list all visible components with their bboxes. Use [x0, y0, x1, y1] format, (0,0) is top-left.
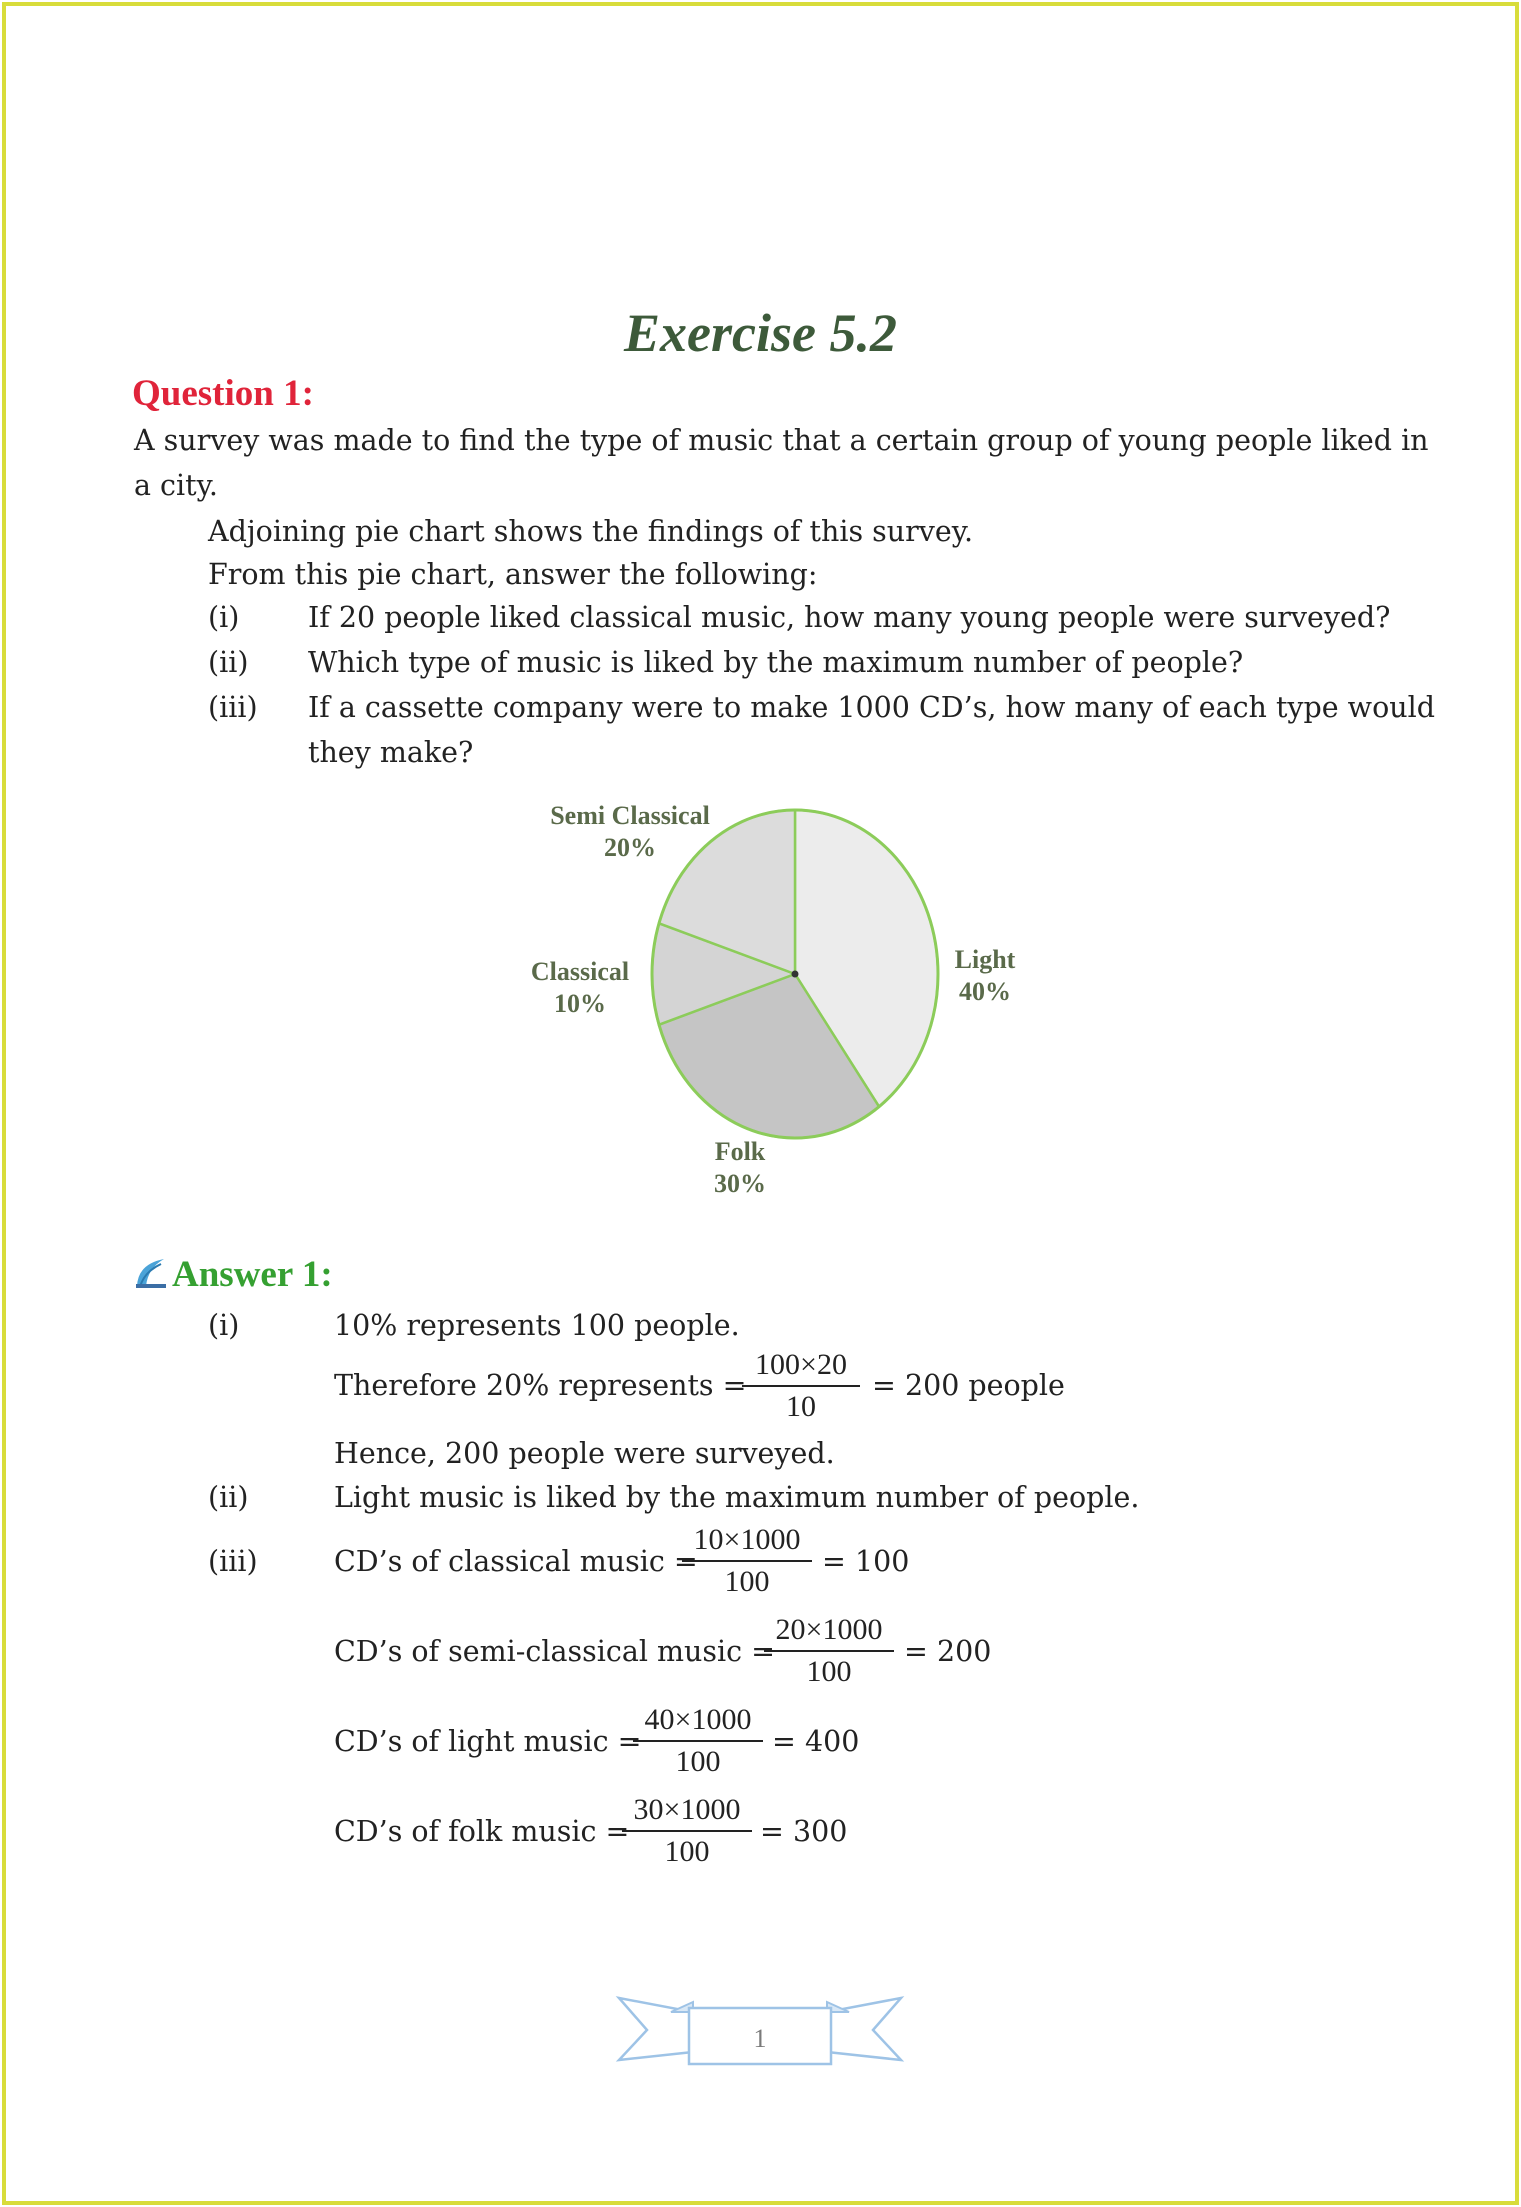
pie-label-light	[930, 944, 1040, 1008]
part-label-iii: (iii)	[208, 691, 258, 724]
part-text-i: If 20 people liked classical music, how many young people were surveyed?	[308, 601, 1391, 634]
pie-center-dot	[792, 971, 799, 978]
cd-light-fraction	[633, 1700, 763, 1782]
cd-classical-den: 100	[724, 1565, 770, 1598]
answer-label-iii: (iii)	[208, 1545, 258, 1578]
pie-label-classical-name: Classical	[530, 957, 630, 986]
cd-semi-classical-result: = 200	[904, 1635, 992, 1668]
answer-label-i: (i)	[208, 1309, 240, 1342]
pie-label-semi-classical	[530, 800, 730, 864]
pie-label-light-name: Light	[954, 945, 1016, 974]
part-label-i: (i)	[208, 601, 240, 634]
cd-folk-prefix: CD’s of folk music =	[334, 1815, 630, 1848]
part-text-ii: Which type of music is liked by the maximum number of people?	[308, 646, 1244, 679]
cd-folk-num: 30×1000	[633, 1793, 741, 1826]
answer-i-frac-num: 100×20	[755, 1348, 847, 1381]
answer-label-ii: (ii)	[208, 1481, 249, 1514]
cd-classical-fraction	[682, 1520, 812, 1602]
question-line3: Adjoining pie chart shows the findings of this survey.	[208, 515, 974, 548]
page-number: 1	[753, 2024, 767, 2053]
cd-classical-result: = 100	[822, 1545, 910, 1578]
pie-label-folk-name: Folk	[714, 1137, 766, 1166]
cd-folk-fraction	[622, 1790, 752, 1872]
exercise-title: Exercise 5.2	[624, 303, 897, 363]
pie-label-semi-classical-pct: 20%	[604, 833, 656, 862]
answer-i-frac-den: 10	[786, 1390, 816, 1423]
question-line4: From this pie chart, answer the following:	[208, 558, 818, 591]
answer-i-fraction	[742, 1345, 860, 1427]
pie-label-classical	[510, 956, 650, 1020]
pie-label-folk-pct: 30%	[714, 1169, 766, 1198]
question-intro-line1: A survey was made to find the type of music that a certain group of young people liked in	[134, 424, 1429, 457]
question-heading: Question 1:	[132, 373, 314, 414]
answer-logo-icon	[134, 1256, 168, 1290]
answer-i-line2-suffix: = 200 people	[872, 1369, 1065, 1402]
part-text-iii: If a cassette company were to make 1000 CD’s, how many of each type would	[308, 691, 1435, 724]
part-label-ii: (ii)	[208, 646, 249, 679]
cd-light-result: = 400	[772, 1725, 860, 1758]
cd-semi-classical-prefix: CD’s of semi-classical music =	[334, 1635, 776, 1668]
cd-light-den: 100	[675, 1745, 721, 1778]
cd-light-num: 40×1000	[644, 1703, 752, 1736]
part-text-iii-cont: they make?	[308, 736, 474, 769]
pie-label-light-pct: 40%	[959, 977, 1011, 1006]
pie-label-folk	[690, 1136, 790, 1200]
pie-label-semi-classical-name: Semi Classical	[550, 801, 710, 830]
cd-folk-result: = 300	[760, 1815, 848, 1848]
cd-light-prefix: CD’s of light music =	[334, 1725, 642, 1758]
answer-i-line1: 10% represents 100 people.	[334, 1309, 740, 1342]
pie-label-classical-pct: 10%	[554, 989, 606, 1018]
cd-semi-classical-fraction	[764, 1610, 894, 1692]
cd-semi-classical-num: 20×1000	[775, 1613, 883, 1646]
answer-i-line3: Hence, 200 people were surveyed.	[334, 1437, 835, 1470]
answer-ii-line: Light music is liked by the maximum number of people.	[334, 1481, 1140, 1514]
cd-semi-classical-den: 100	[806, 1655, 852, 1688]
question-intro-line2: a city.	[134, 469, 218, 502]
cd-classical-prefix: CD’s of classical music =	[334, 1545, 698, 1578]
answer-i-line2-prefix: Therefore 20% represents =	[334, 1369, 747, 1402]
cd-classical-num: 10×1000	[693, 1523, 801, 1556]
cd-folk-den: 100	[664, 1835, 710, 1868]
answer-heading: Answer 1:	[172, 1254, 333, 1295]
